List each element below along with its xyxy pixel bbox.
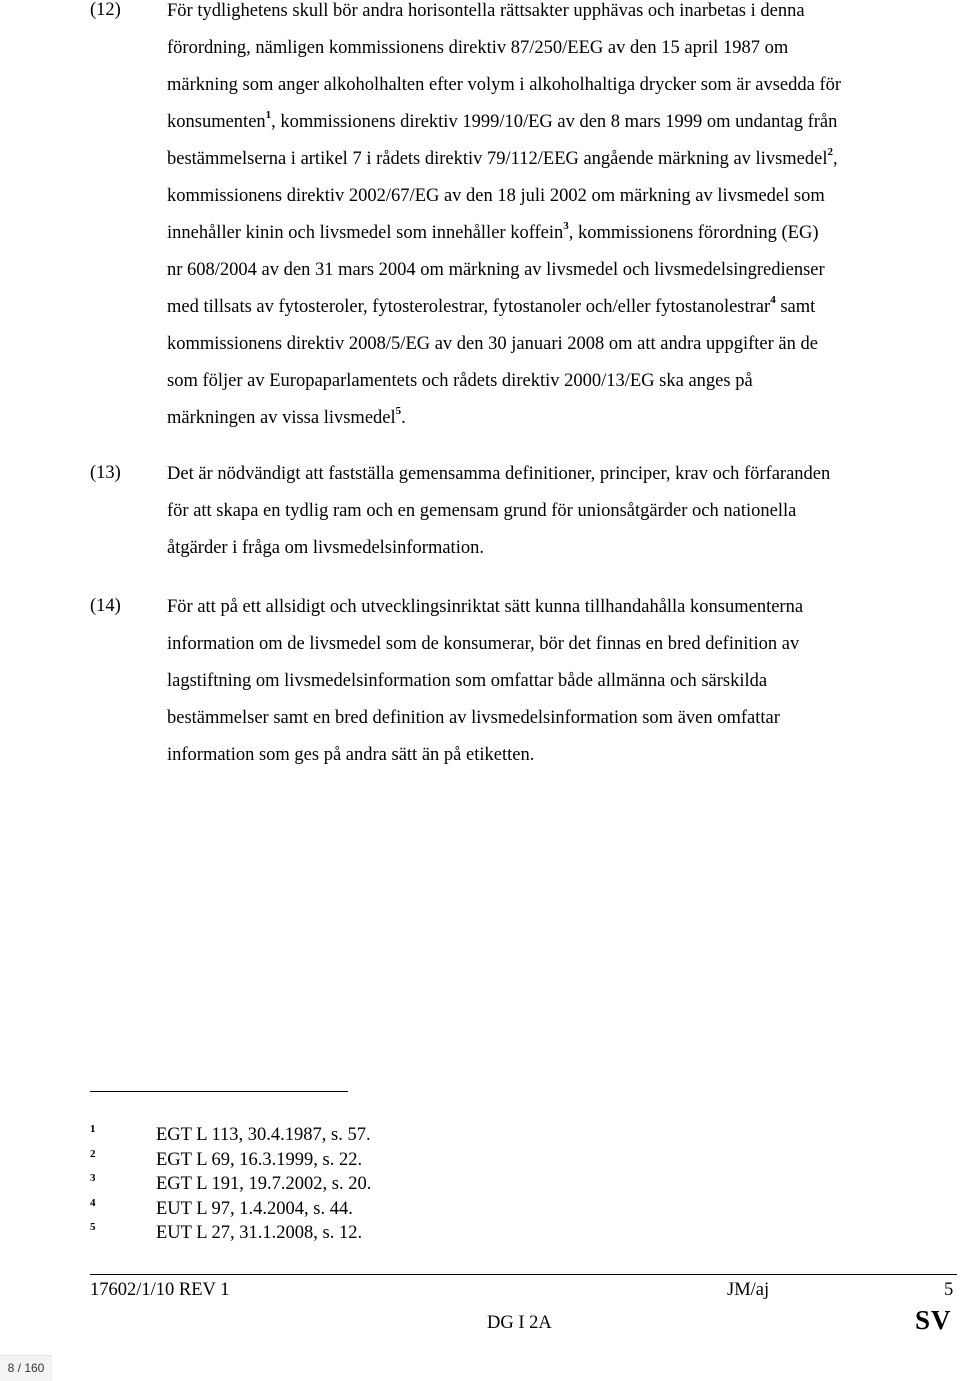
text-run: . [401, 408, 406, 428]
text-line [167, 145, 957, 185]
paragraph-number: (14) [90, 596, 121, 616]
footnote-text: EGT L 69, 16.3.1999, s. 22. [156, 1149, 363, 1170]
footnote-text: EUT L 27, 31.1.2008, s. 12. [156, 1223, 363, 1243]
footnote-reference: 4 [770, 293, 776, 306]
text-run: konsumenten [167, 112, 266, 132]
footnote-number: 4 [90, 1196, 96, 1209]
text-run: kommissionens direktiv 2002/67/EG av den 18 juli 2002 om märkning av livsmedel som [167, 186, 825, 206]
text-run: lagstiftning om livsmedelsinformation som omfattar både allmänna och särskilda [167, 671, 768, 691]
text-run: nr 608/2004 av den 31 mars 2004 om märkning av livsmedel och livsmedelsingredienser [167, 260, 825, 280]
page-counter: 8 / 160 [0, 1355, 52, 1381]
text-line [167, 37, 957, 74]
footnote-number: 1 [90, 1123, 96, 1135]
footnote-text: EGT L 113, 30.4.1987, s. 57. [156, 1125, 371, 1145]
footnote-reference: 2 [827, 145, 833, 158]
text-run: För tydlighetens skull bör andra horisontella rättsakter upphävas och inarbetas i denna [167, 1, 805, 21]
text-run: bestämmelserna i artikel 7 i rådets direktiv 79/112/EEG angående märkning av livsmedel [167, 149, 828, 169]
text-run: märkningen av vissa livsmedel [167, 408, 396, 428]
document-reference: 17602/1/10 REV 1 [90, 1280, 230, 1300]
footnote-reference: 3 [563, 219, 569, 232]
footnote-text: EGT L 191, 19.7.2002, s. 20. [156, 1174, 372, 1194]
footnote-reference: 1 [265, 108, 272, 121]
text-run: märkning som anger alkoholhalten efter volym i alkoholhaltiga drycker som är avsedda för [167, 75, 842, 95]
text-line [167, 333, 957, 370]
footnote-number: 5 [90, 1221, 96, 1233]
page-number: 5 [944, 1280, 954, 1300]
text-run: bestämmelser samt en bred definition av livsmedelsinformation som även omfattar [167, 708, 780, 728]
footnote-text: EUT L 97, 1.4.2004, s. 44. [156, 1198, 353, 1219]
text-run: information som ges på andra sätt än på etiketten. [167, 745, 535, 765]
footnote-number: 3 [90, 1172, 96, 1184]
text-run: innehåller kinin och livsmedel som innehåller koffein [167, 223, 564, 243]
text-line [167, 463, 957, 500]
text-run: , kommissionens direktiv 1999/10/EG av den 8 mars 1999 om undantag från [271, 112, 838, 132]
text-line [167, 404, 957, 444]
paragraph-number: (12) [90, 0, 121, 20]
text-run: , [833, 149, 838, 169]
text-run: samt [775, 297, 816, 317]
text-run: information om de livsmedel som de konsumerar, bör det finnas en bred definition av [167, 634, 800, 654]
text-line [167, 219, 957, 259]
footnote-separator [90, 1091, 348, 1092]
text-line [167, 596, 957, 633]
text-run: kommissionens direktiv 2008/5/EG av den 30 januari 2008 om att andra uppgifter än de [167, 334, 818, 354]
text-line [167, 74, 957, 111]
text-run: förordning, nämligen kommissionens direktiv 87/250/EEG av den 15 april 1987 om [167, 38, 789, 58]
paragraph-number: (13) [90, 463, 121, 483]
text-line [167, 293, 957, 333]
text-run: åtgärder i fråga om livsmedelsinformation. [167, 538, 484, 558]
paragraph-text [167, 463, 957, 574]
text-line [167, 370, 957, 407]
text-line [167, 744, 957, 781]
text-run: Det är nödvändigt att fastställa gemensamma definitioner, principer, krav och förfaranden [167, 464, 831, 484]
text-run: med tillsats av fytosteroler, fytosterolestrar, fytostanoler och/eller fytostanolestrar [167, 297, 771, 317]
paragraph-text [167, 596, 957, 781]
text-line [167, 670, 957, 707]
language-code: SV [915, 1305, 952, 1335]
footnote-reference: 5 [395, 404, 402, 417]
text-run: , kommissionens förordning (EG) [568, 223, 819, 243]
text-line [167, 0, 957, 37]
footer-separator [90, 1274, 957, 1275]
footnote-number: 2 [90, 1147, 96, 1160]
text-line [167, 259, 957, 296]
author-initials: JM/aj [727, 1280, 770, 1300]
paragraph-text [167, 0, 957, 444]
text-run: som följer av Europaparlamentets och rådets direktiv 2000/13/EG ska anges på [167, 371, 753, 391]
text-line [167, 500, 957, 537]
text-line [167, 108, 957, 148]
directorate-code: DG I 2A [487, 1313, 552, 1333]
text-run: För att på ett allsidigt och utvecklingsinriktat sätt kunna tillhandahålla konsumenterna [167, 597, 804, 617]
text-line [167, 537, 957, 574]
text-run: för att skapa en tydlig ram och en gemensam grund för unionsåtgärder och nationella [167, 501, 797, 521]
text-line [167, 185, 957, 222]
text-line [167, 633, 957, 670]
text-line [167, 707, 957, 744]
